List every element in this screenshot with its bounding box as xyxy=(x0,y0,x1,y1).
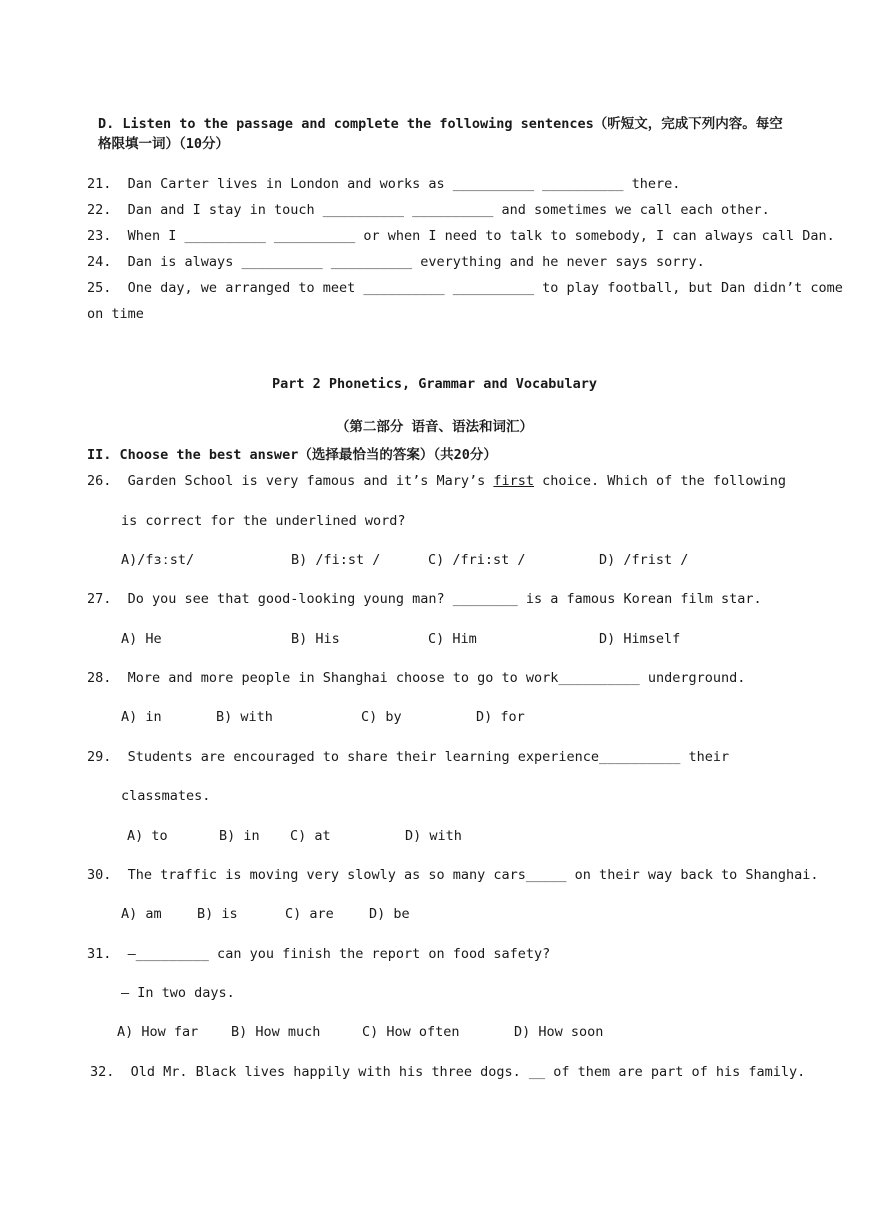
option-a: A) am xyxy=(121,906,162,922)
fill-item-continuation: on time xyxy=(87,306,144,322)
question-stem: 32. Old Mr. Black lives happily with his three dogs. __ of them are part of his family. xyxy=(90,1064,806,1080)
section-d-line2: 格限填一词）（10分） xyxy=(98,136,230,152)
option-a: A)/fɜːst/ xyxy=(121,552,195,568)
option-b: B) with xyxy=(216,709,273,725)
question-stem-cont: classmates. xyxy=(121,788,211,804)
question-stem: 26. Garden School is very famous and it’s Mary’s first choice. Which of the following xyxy=(87,473,787,489)
option-b: B) is xyxy=(197,906,238,922)
answer-line: — In two days. xyxy=(121,985,235,1001)
option-d: D) for xyxy=(476,709,525,725)
question-stem: 30. The traffic is moving very slowly as so many cars_____ on their way back to Shanghai. xyxy=(87,867,819,883)
option-c: C) Him xyxy=(428,631,477,647)
section-d-line1: D. Listen to the passage and complete the following sentences（听短文，完成下列内容。每空 xyxy=(98,116,783,132)
fill-item: 22. Dan and I stay in touch __________ __________ and sometimes we call each other. xyxy=(87,202,770,218)
section-ii-heading: II. Choose the best answer（选择最恰当的答案）（共20分） xyxy=(87,447,497,463)
question-stem-cont: is correct for the underlined word? xyxy=(121,513,406,529)
option-c: C) How often xyxy=(362,1024,460,1040)
option-b: B) His xyxy=(291,631,340,647)
option-d: D) Himself xyxy=(599,631,681,647)
option-b: B) in xyxy=(219,828,260,844)
underlined-word: first xyxy=(493,473,535,489)
option-d: D) be xyxy=(369,906,410,922)
question-stem: 28. More and more people in Shanghai choose to go to work__________ underground. xyxy=(87,670,746,686)
question-stem: 27. Do you see that good-looking young man? ________ is a famous Korean film star. xyxy=(87,591,762,607)
option-c: C) at xyxy=(290,828,331,844)
option-a: A) in xyxy=(121,709,162,725)
option-a: A) How far xyxy=(117,1024,199,1040)
option-d: D) with xyxy=(405,828,462,844)
option-c: C) are xyxy=(285,906,334,922)
option-c: C) by xyxy=(361,709,402,725)
option-a: A) to xyxy=(127,828,168,844)
option-d: D) /frist / xyxy=(599,552,689,568)
option-c: C) /fri:st / xyxy=(428,552,526,568)
fill-item: 24. Dan is always __________ __________ everything and he never says sorry. xyxy=(87,254,705,270)
option-a: A) He xyxy=(121,631,162,647)
option-b: B) /fi:st / xyxy=(291,552,381,568)
fill-item: 23. When I __________ __________ or when I need to talk to somebody, I can always call Dan. xyxy=(87,228,835,244)
option-d: D) How soon xyxy=(514,1024,604,1040)
option-b: B) How much xyxy=(231,1024,321,1040)
fill-item: 21. Dan Carter lives in London and works as __________ __________ there. xyxy=(87,176,681,192)
part2-title: Part 2 Phonetics, Grammar and Vocabulary xyxy=(271,376,598,392)
fill-item: 25. One day, we arranged to meet __________ __________ to play football, but Dan didn’t come xyxy=(87,280,843,296)
part2-subtitle: （第二部分 语音、语法和词汇） xyxy=(335,419,534,435)
question-stem: 31. —_________ can you finish the report on food safety? xyxy=(87,946,551,962)
question-stem: 29. Students are encouraged to share their learning experience__________ their xyxy=(87,749,730,765)
